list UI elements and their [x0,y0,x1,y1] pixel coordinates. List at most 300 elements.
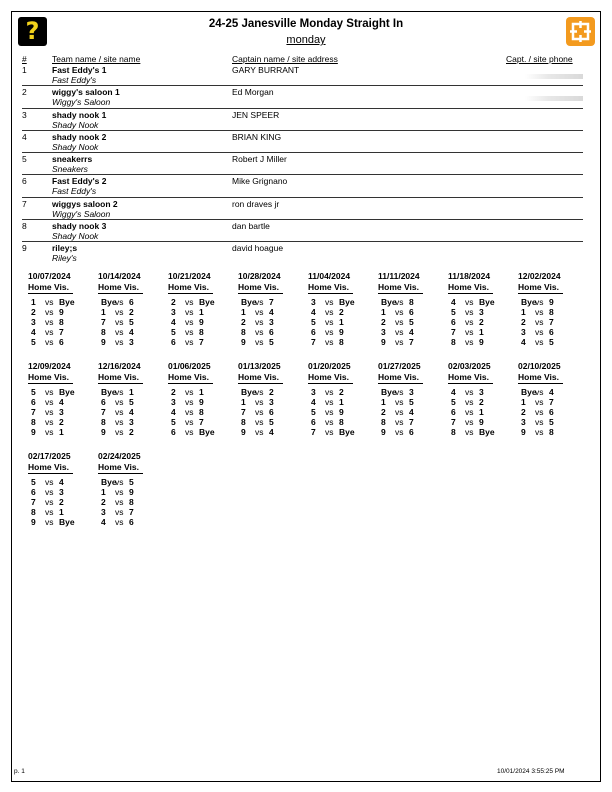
column-header-phone: Capt. / site phone [506,54,573,64]
visiting-team: Bye [59,387,75,397]
site-name: Wiggy's Saloon [52,97,111,108]
match-row [28,497,96,507]
home-team: 5 [451,397,456,407]
captain-name: ron draves jr [232,198,280,209]
match-row [168,317,236,327]
match-row [168,307,236,317]
vs-label: vs [395,407,404,417]
vs-label: vs [395,397,404,407]
page-number: p. 1 [14,768,25,775]
visiting-team: 4 [129,327,134,337]
team-list [22,64,583,265]
week-block [378,271,446,347]
site-name: Fast Eddy's [52,186,97,197]
home-team: 2 [101,497,106,507]
week-date: 02/10/2025 [518,361,561,371]
vs-label: vs [115,387,124,397]
vs-label: vs [325,327,334,337]
vs-label: vs [535,387,544,397]
match-row [448,407,516,417]
match-row [28,337,96,347]
home-team: 2 [241,317,246,327]
home-team: 4 [521,337,526,347]
week-block [308,271,376,347]
home-team: 3 [521,327,526,337]
home-team: 9 [381,337,386,347]
home-team: 3 [521,417,526,427]
vs-label: vs [535,397,544,407]
week-date: 10/28/2024 [238,271,281,281]
divider [28,293,73,294]
home-team: 7 [311,337,316,347]
match-row [238,397,306,407]
home-team: 1 [101,307,106,317]
home-team: 8 [101,417,106,427]
visiting-team: 7 [199,417,204,427]
visiting-team: 8 [129,497,134,507]
vs-label: vs [115,487,124,497]
home-team: Bye [381,297,397,307]
vs-label: vs [45,417,54,427]
vs-label: vs [45,297,54,307]
visiting-team: Bye [339,297,355,307]
vs-label: vs [325,397,334,407]
visiting-team: 6 [549,327,554,337]
team-number: 4 [22,131,27,142]
vs-label: vs [465,337,474,347]
team-name: wiggy's saloon 1 [52,87,120,98]
visiting-team: 5 [549,337,554,347]
home-team: 4 [451,387,456,397]
visiting-team: 1 [479,327,484,337]
match-row [238,407,306,417]
vs-label: vs [465,417,474,427]
team-number: 6 [22,176,27,187]
home-team: Bye [241,297,257,307]
visiting-team: 1 [59,427,64,437]
visiting-team: 1 [339,397,344,407]
visiting-team: 6 [269,407,274,417]
match-row [378,317,446,327]
visiting-team: Bye [479,297,495,307]
match-row [518,297,586,307]
captain-name: Robert J Miller [232,154,287,165]
team-row [22,109,583,131]
match-row [238,317,306,327]
vs-label: vs [535,307,544,317]
visiting-team: 1 [199,307,204,317]
match-row [98,337,166,347]
match-row [378,427,446,437]
home-team: 3 [171,307,176,317]
vs-label: vs [185,297,194,307]
visiting-team: 4 [269,307,274,317]
match-row [518,317,586,327]
visiting-team: 2 [339,307,344,317]
match-row [378,407,446,417]
match-row [28,387,96,397]
vs-label: vs [185,397,194,407]
visiting-team: 7 [409,337,414,347]
visiting-team: 4 [409,327,414,337]
match-row [28,477,96,487]
week-block [448,271,516,347]
vs-label: vs [535,337,544,347]
divider [28,383,73,384]
captain-name: Mike Grignano [232,176,288,187]
vs-label: vs [255,337,264,347]
visiting-team: 5 [269,417,274,427]
week-date: 02/03/2025 [448,361,491,371]
home-vis-header: Home Vis. [28,282,69,292]
vs-label: vs [325,337,334,347]
match-row [28,417,96,427]
home-team: 1 [241,307,246,317]
week-block [518,271,586,347]
home-team: 1 [381,397,386,407]
visiting-team: 1 [129,387,134,397]
match-row [448,317,516,327]
team-number: 1 [22,65,27,75]
captain-name: BRIAN KING [232,131,282,142]
visiting-team: 3 [409,387,414,397]
column-header-captain: Captain name / site address [232,54,338,64]
visiting-team: 9 [59,307,64,317]
match-row [238,387,306,397]
visiting-team: Bye [339,427,355,437]
week-block [448,361,516,437]
visiting-team: 3 [269,317,274,327]
match-row [98,297,166,307]
match-row [448,387,516,397]
visiting-team: 6 [59,337,64,347]
home-team: 2 [521,407,526,417]
match-row [518,427,586,437]
team-row [22,220,583,242]
visiting-team: 9 [479,337,484,347]
print-timestamp: 10/01/2024 3:55:25 PM [497,768,565,775]
week-block [238,271,306,347]
home-team: 9 [31,427,36,437]
home-team: 6 [101,397,106,407]
home-team: 2 [171,387,176,397]
visiting-team: 3 [59,407,64,417]
vs-label: vs [115,517,124,527]
vs-label: vs [185,337,194,347]
week-date: 01/06/2025 [168,361,211,371]
visiting-team: 8 [549,307,554,317]
home-team: 4 [311,307,316,317]
home-team: 1 [521,397,526,407]
visiting-team: 9 [199,397,204,407]
team-name: wiggys saloon 2 [52,198,118,209]
visiting-team: 8 [409,297,414,307]
team-row [22,86,583,108]
home-team: 3 [101,507,106,517]
team-row [22,131,583,153]
team-name: shady nook 3 [52,221,107,232]
divider [168,383,213,384]
home-team: 5 [451,307,456,317]
home-team: 5 [311,317,316,327]
divider [98,473,143,474]
home-team: 9 [381,427,386,437]
home-vis-header: Home Vis. [308,282,349,292]
home-team: 5 [171,327,176,337]
home-vis-header: Home Vis. [378,372,419,382]
match-row [448,417,516,427]
match-row [448,297,516,307]
home-team: 4 [451,297,456,307]
visiting-team: 6 [549,407,554,417]
home-vis-header: Home Vis. [378,282,419,292]
visiting-team: 4 [59,397,64,407]
home-team: Bye [521,387,537,397]
visiting-team: 5 [129,477,134,487]
vs-label: vs [45,317,54,327]
match-row [98,307,166,317]
week-date: 01/13/2025 [238,361,281,371]
home-team: 1 [521,307,526,317]
vs-label: vs [185,307,194,317]
match-row [308,427,376,437]
match-row [98,507,166,517]
vs-label: vs [395,387,404,397]
match-row [28,507,96,517]
home-team: 4 [31,327,36,337]
match-row [308,387,376,397]
site-name: Fast Eddy's [52,75,97,85]
home-team: Bye [101,297,117,307]
vs-label: vs [185,327,194,337]
team-row [22,198,583,220]
home-team: 7 [101,317,106,327]
divider [518,293,563,294]
match-row [378,397,446,407]
match-row [98,417,166,427]
visiting-team: 1 [59,507,64,517]
vs-label: vs [45,427,54,437]
visiting-team: 2 [59,497,64,507]
visiting-team: 6 [129,297,134,307]
visiting-team: 8 [339,337,344,347]
visiting-team: 3 [129,417,134,427]
visiting-team: 8 [199,327,204,337]
week-block [238,361,306,437]
home-team: 7 [451,327,456,337]
match-row [168,327,236,337]
visiting-team: 3 [129,337,134,347]
vs-label: vs [45,307,54,317]
match-row [168,337,236,347]
vs-label: vs [325,307,334,317]
home-team: 5 [31,337,36,347]
home-team: 8 [241,327,246,337]
team-name: riley;s [52,243,78,254]
visiting-team: 1 [199,387,204,397]
home-vis-header: Home Vis. [98,462,139,472]
home-team: 6 [451,407,456,417]
home-team: Bye [101,477,117,487]
help-icon[interactable]: ? [18,17,47,46]
redacted-phone [525,96,583,101]
match-row [518,417,586,427]
site-name: Riley's [52,253,77,264]
redacted-phone [525,74,583,79]
visiting-team: 6 [269,327,274,337]
home-vis-header: Home Vis. [518,372,559,382]
visiting-team: 5 [409,397,414,407]
week-date: 12/09/2024 [28,361,71,371]
divider [518,383,563,384]
vs-label: vs [255,387,264,397]
match-row [518,397,586,407]
match-row [28,517,96,527]
match-row [168,297,236,307]
home-vis-header: Home Vis. [98,372,139,382]
match-row [238,337,306,347]
vs-label: vs [535,417,544,427]
vs-label: vs [325,427,334,437]
match-row [448,427,516,437]
week-date: 12/02/2024 [518,271,561,281]
team-name: sneakerrs [52,154,93,165]
home-team: 1 [381,307,386,317]
match-row [518,337,586,347]
home-team: 9 [31,517,36,527]
captain-name: Ed Morgan [232,87,274,98]
home-vis-header: Home Vis. [238,372,279,382]
visiting-team: Bye [199,297,215,307]
match-row [168,387,236,397]
home-team: 7 [311,427,316,437]
column-header-team: Team name / site name [52,54,141,64]
vs-label: vs [45,397,54,407]
vs-label: vs [465,307,474,317]
match-row [308,407,376,417]
visiting-team: 2 [129,307,134,317]
week-date: 02/17/2025 [28,451,71,461]
visiting-team: 1 [339,317,344,327]
home-vis-header: Home Vis. [308,372,349,382]
week-block [28,451,96,527]
visiting-team: Bye [479,427,495,437]
visiting-team: 5 [409,317,414,327]
match-row [518,407,586,417]
home-team: 5 [311,407,316,417]
divider [98,383,143,384]
home-team: 7 [101,407,106,417]
visiting-team: 4 [269,427,274,437]
divider [238,293,283,294]
visiting-team: 1 [479,407,484,417]
vs-label: vs [115,427,124,437]
match-row [238,427,306,437]
home-team: 6 [31,397,36,407]
home-team: 6 [171,337,176,347]
match-row [98,397,166,407]
match-row [378,387,446,397]
match-row [168,397,236,407]
home-team: 8 [31,507,36,517]
match-row [308,297,376,307]
match-row [448,327,516,337]
vs-label: vs [45,497,54,507]
divider [308,383,353,384]
home-team: 3 [381,327,386,337]
team-row [22,153,583,175]
site-name: Wiggy's Saloon [52,208,111,219]
home-vis-header: Home Vis. [28,372,69,382]
match-row [378,337,446,347]
vs-label: vs [325,387,334,397]
visiting-team: 9 [339,407,344,417]
visiting-team: 8 [199,407,204,417]
visiting-team: 3 [479,387,484,397]
home-team: 9 [241,427,246,437]
home-team: 6 [451,317,456,327]
visiting-team: 2 [339,387,344,397]
home-team: 2 [521,317,526,327]
match-row [518,387,586,397]
match-row [98,487,166,497]
vs-label: vs [535,297,544,307]
vs-label: vs [45,517,54,527]
site-name: Sneakers [52,164,88,175]
home-team: 7 [451,417,456,427]
vs-label: vs [465,397,474,407]
home-team: 8 [451,427,456,437]
week-date: 12/16/2024 [98,361,141,371]
week-date: 01/20/2025 [308,361,351,371]
vs-label: vs [115,297,124,307]
visiting-team: 7 [129,507,134,517]
vs-label: vs [185,417,194,427]
match-row [98,387,166,397]
visiting-team: 9 [339,327,344,337]
home-team: 8 [381,417,386,427]
week-date: 10/21/2024 [168,271,211,281]
week-block [518,361,586,437]
visiting-team: 2 [59,417,64,427]
vs-label: vs [255,317,264,327]
page-subtitle: monday [286,34,326,46]
home-team: 2 [381,407,386,417]
visiting-team: 7 [409,417,414,427]
match-row [28,397,96,407]
vs-label: vs [535,317,544,327]
visiting-team: 5 [269,337,274,347]
visiting-team: 7 [269,297,274,307]
home-team: 9 [241,337,246,347]
match-row [518,327,586,337]
vs-label: vs [465,427,474,437]
home-team: 6 [171,427,176,437]
divider [378,383,423,384]
vs-label: vs [115,507,124,517]
home-team: 7 [31,407,36,417]
match-row [28,407,96,417]
match-row [308,417,376,427]
match-row [448,307,516,317]
week-block [98,271,166,347]
divider [168,293,213,294]
match-row [238,327,306,337]
home-vis-header: Home Vis. [238,282,279,292]
captain-name: JEN SPEER [232,109,280,120]
home-vis-header: Home Vis. [518,282,559,292]
vs-label: vs [395,427,404,437]
